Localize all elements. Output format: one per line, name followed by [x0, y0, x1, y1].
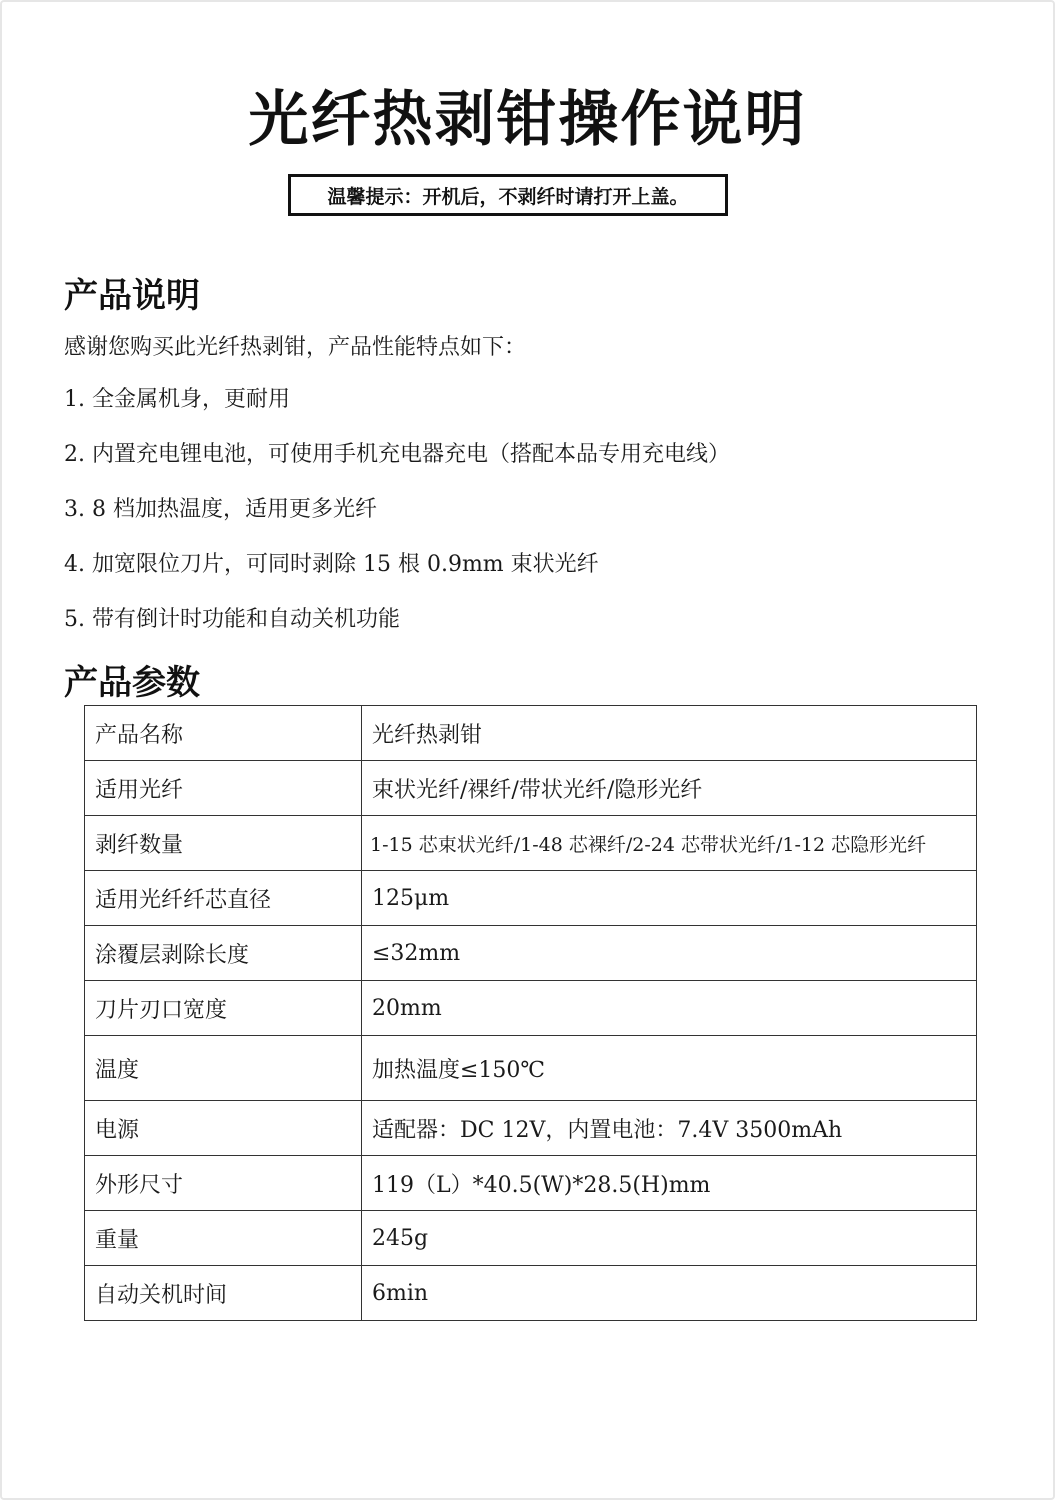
table-row — [85, 1266, 977, 1321]
param-label: 重量 — [85, 1211, 362, 1266]
param-label: 外形尺寸 — [85, 1156, 362, 1211]
param-value: 119（L）*40.5(W)*28.5(H)mm — [362, 1156, 977, 1211]
param-value: 6min — [362, 1266, 977, 1321]
table-row — [85, 706, 977, 761]
feature-list — [64, 385, 730, 660]
table-row — [85, 1036, 977, 1101]
param-label: 剥纤数量 — [85, 816, 362, 871]
param-label: 电源 — [85, 1101, 362, 1156]
feature-item: 1. 全金属机身，更耐用 — [64, 387, 290, 412]
param-value: 20mm — [362, 981, 977, 1036]
param-label: 刀片刃口宽度 — [85, 981, 362, 1036]
table-row — [85, 981, 977, 1036]
table-row — [85, 816, 977, 871]
warm-tip-box: 温馨提示：开机后，不剥纤时请打开上盖。 — [288, 174, 728, 216]
table-row — [85, 1211, 977, 1266]
table-row — [85, 1156, 977, 1211]
param-value: 245g — [362, 1211, 977, 1266]
param-value: 加热温度≤150℃ — [362, 1036, 977, 1101]
param-label: 自动关机时间 — [85, 1266, 362, 1321]
parameters-table — [84, 705, 977, 1321]
param-value: 束状光纤/裸纤/带状光纤/隐形光纤 — [362, 761, 977, 816]
feature-item: 2. 内置充电锂电池，可使用手机充电器充电（搭配本品专用充电线） — [64, 442, 730, 467]
feature-item: 4. 加宽限位刀片，可同时剥除 15 根 0.9mm 束状光纤 — [64, 552, 599, 577]
param-value: 125μm — [362, 871, 977, 926]
feature-item: 5. 带有倒计时功能和自动关机功能 — [64, 607, 400, 632]
intro-text: 感谢您购买此光纤热剥钳，产品性能特点如下： — [64, 335, 527, 360]
param-value: 1-15 芯束状光纤/1-48 芯裸纤/2-24 芯带状光纤/1-12 芯隐形光纤 — [362, 816, 977, 871]
param-label: 涂覆层剥除长度 — [85, 926, 362, 981]
document-title: 光纤热剥钳操作说明 — [248, 85, 807, 155]
table-row — [85, 1101, 977, 1156]
table-row — [85, 926, 977, 981]
table-row — [85, 871, 977, 926]
feature-item: 3. 8 档加热温度，适用更多光纤 — [64, 497, 377, 522]
param-value: ≤32mm — [362, 926, 977, 981]
param-value: 适配器：DC 12V，内置电池：7.4V 3500mAh — [362, 1101, 977, 1156]
param-label: 温度 — [85, 1036, 362, 1101]
table-row — [85, 761, 977, 816]
param-label: 适用光纤 — [85, 761, 362, 816]
param-value: 光纤热剥钳 — [362, 706, 977, 761]
param-label: 适用光纤纤芯直径 — [85, 871, 362, 926]
product-parameters-heading: 产品参数 — [64, 663, 200, 703]
product-description-heading: 产品说明 — [64, 276, 200, 316]
param-label: 产品名称 — [85, 706, 362, 761]
